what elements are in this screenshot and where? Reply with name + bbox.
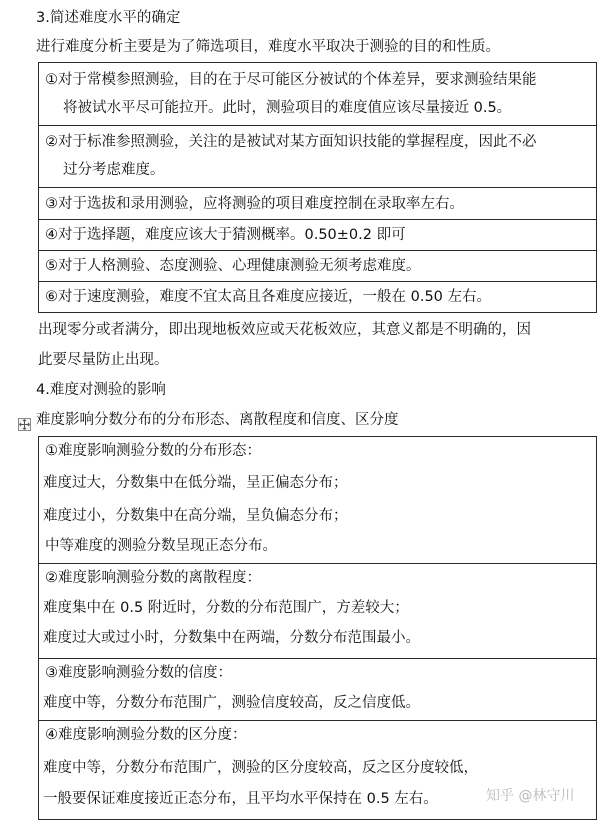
table-row <box>39 188 596 220</box>
table-row-text: ③难度影响测验分数的信度： <box>45 665 232 681</box>
section-4-heading: 4.难度对测验的影响 <box>36 382 166 398</box>
section-3-table <box>38 62 597 313</box>
table-row <box>39 564 596 659</box>
section-3-note-line-2: 此要尽量防止出现。 <box>38 352 169 368</box>
table-row-text: ⑥对于速度测验，难度不宜太高且各难度应接近，一般在 0.50 左右。 <box>45 289 491 305</box>
table-row <box>39 63 596 126</box>
table-row-text: 难度过大或过小时，分数集中在两端，分数分布范围最小。 <box>43 630 420 646</box>
table-row-text: ②难度影响测验分数的离散程度： <box>45 570 261 586</box>
table-row-text: 难度中等，分数分布范围广，测验的区分度较高，反之区分度较低， <box>43 760 478 776</box>
table-row-text: ②对于标准参照测验，关注的是被试对某方面知识技能的掌握程度，因此不必 <box>45 134 537 150</box>
section-4-intro: 难度影响分数分布的分布形态、离散程度和信度、区分度 <box>36 412 399 428</box>
table-row <box>39 251 596 282</box>
section-3-heading: 3.简述难度水平的确定 <box>36 10 181 26</box>
table-row-text: ④对于选择题，难度应该大于猜测概率。0.50±0.2 即可 <box>45 227 406 243</box>
table-row-text: ④难度影响测验分数的区分度： <box>45 727 247 743</box>
table-row-text: ③对于选拔和录用测验，应将测验的项目难度控制在录取率左右。 <box>45 196 464 212</box>
table-row-text: ①难度影响测验分数的分布形态： <box>45 443 261 459</box>
zhihu-watermark: 知乎 @林守川 <box>486 788 575 804</box>
table-row-text: ⑤对于人格测验、态度测验、心理健康测验无须考虑难度。 <box>45 258 421 274</box>
table-move-handle-icon[interactable] <box>18 418 31 431</box>
table-row-text: 将被试水平尽可能拉开。此时，测验项目的难度值应该尽量接近 0.5。 <box>63 100 512 116</box>
table-row-text: ①对于常模参照测验，目的在于尽可能区分被试的个体差异，要求测验结果能 <box>45 72 537 88</box>
table-row-text: 中等难度的测验分数呈现正态分布。 <box>45 538 277 554</box>
table-row-text: 难度集中在 0.5 附近时，分数的分布范围广，方差较大； <box>43 600 409 616</box>
table-row <box>39 659 596 721</box>
section-3-intro: 进行难度分析主要是为了筛选项目，难度水平取决于测验的目的和性质。 <box>36 39 500 55</box>
table-row-text: 一般要保证难度接近正态分布，且平均水平保持在 0.5 左右。 <box>43 791 438 807</box>
table-row <box>39 220 596 251</box>
section-3-note-line-1: 出现零分或者满分，即出现地板效应或天花板效应，其意义都是不明确的，因 <box>38 322 531 338</box>
table-row-text: 过分考虑难度。 <box>63 162 165 178</box>
table-row <box>39 282 596 312</box>
table-row <box>39 437 596 564</box>
table-row-text: 难度过大，分数集中在低分端，呈正偏态分布； <box>43 475 348 491</box>
table-row-text: 难度中等，分数分布范围广，测验信度较高，反之信度低。 <box>43 695 420 711</box>
table-row <box>39 126 596 188</box>
table-row-text: 难度过小，分数集中在高分端，呈负偏态分布； <box>43 508 348 524</box>
section-4-table <box>38 436 597 820</box>
